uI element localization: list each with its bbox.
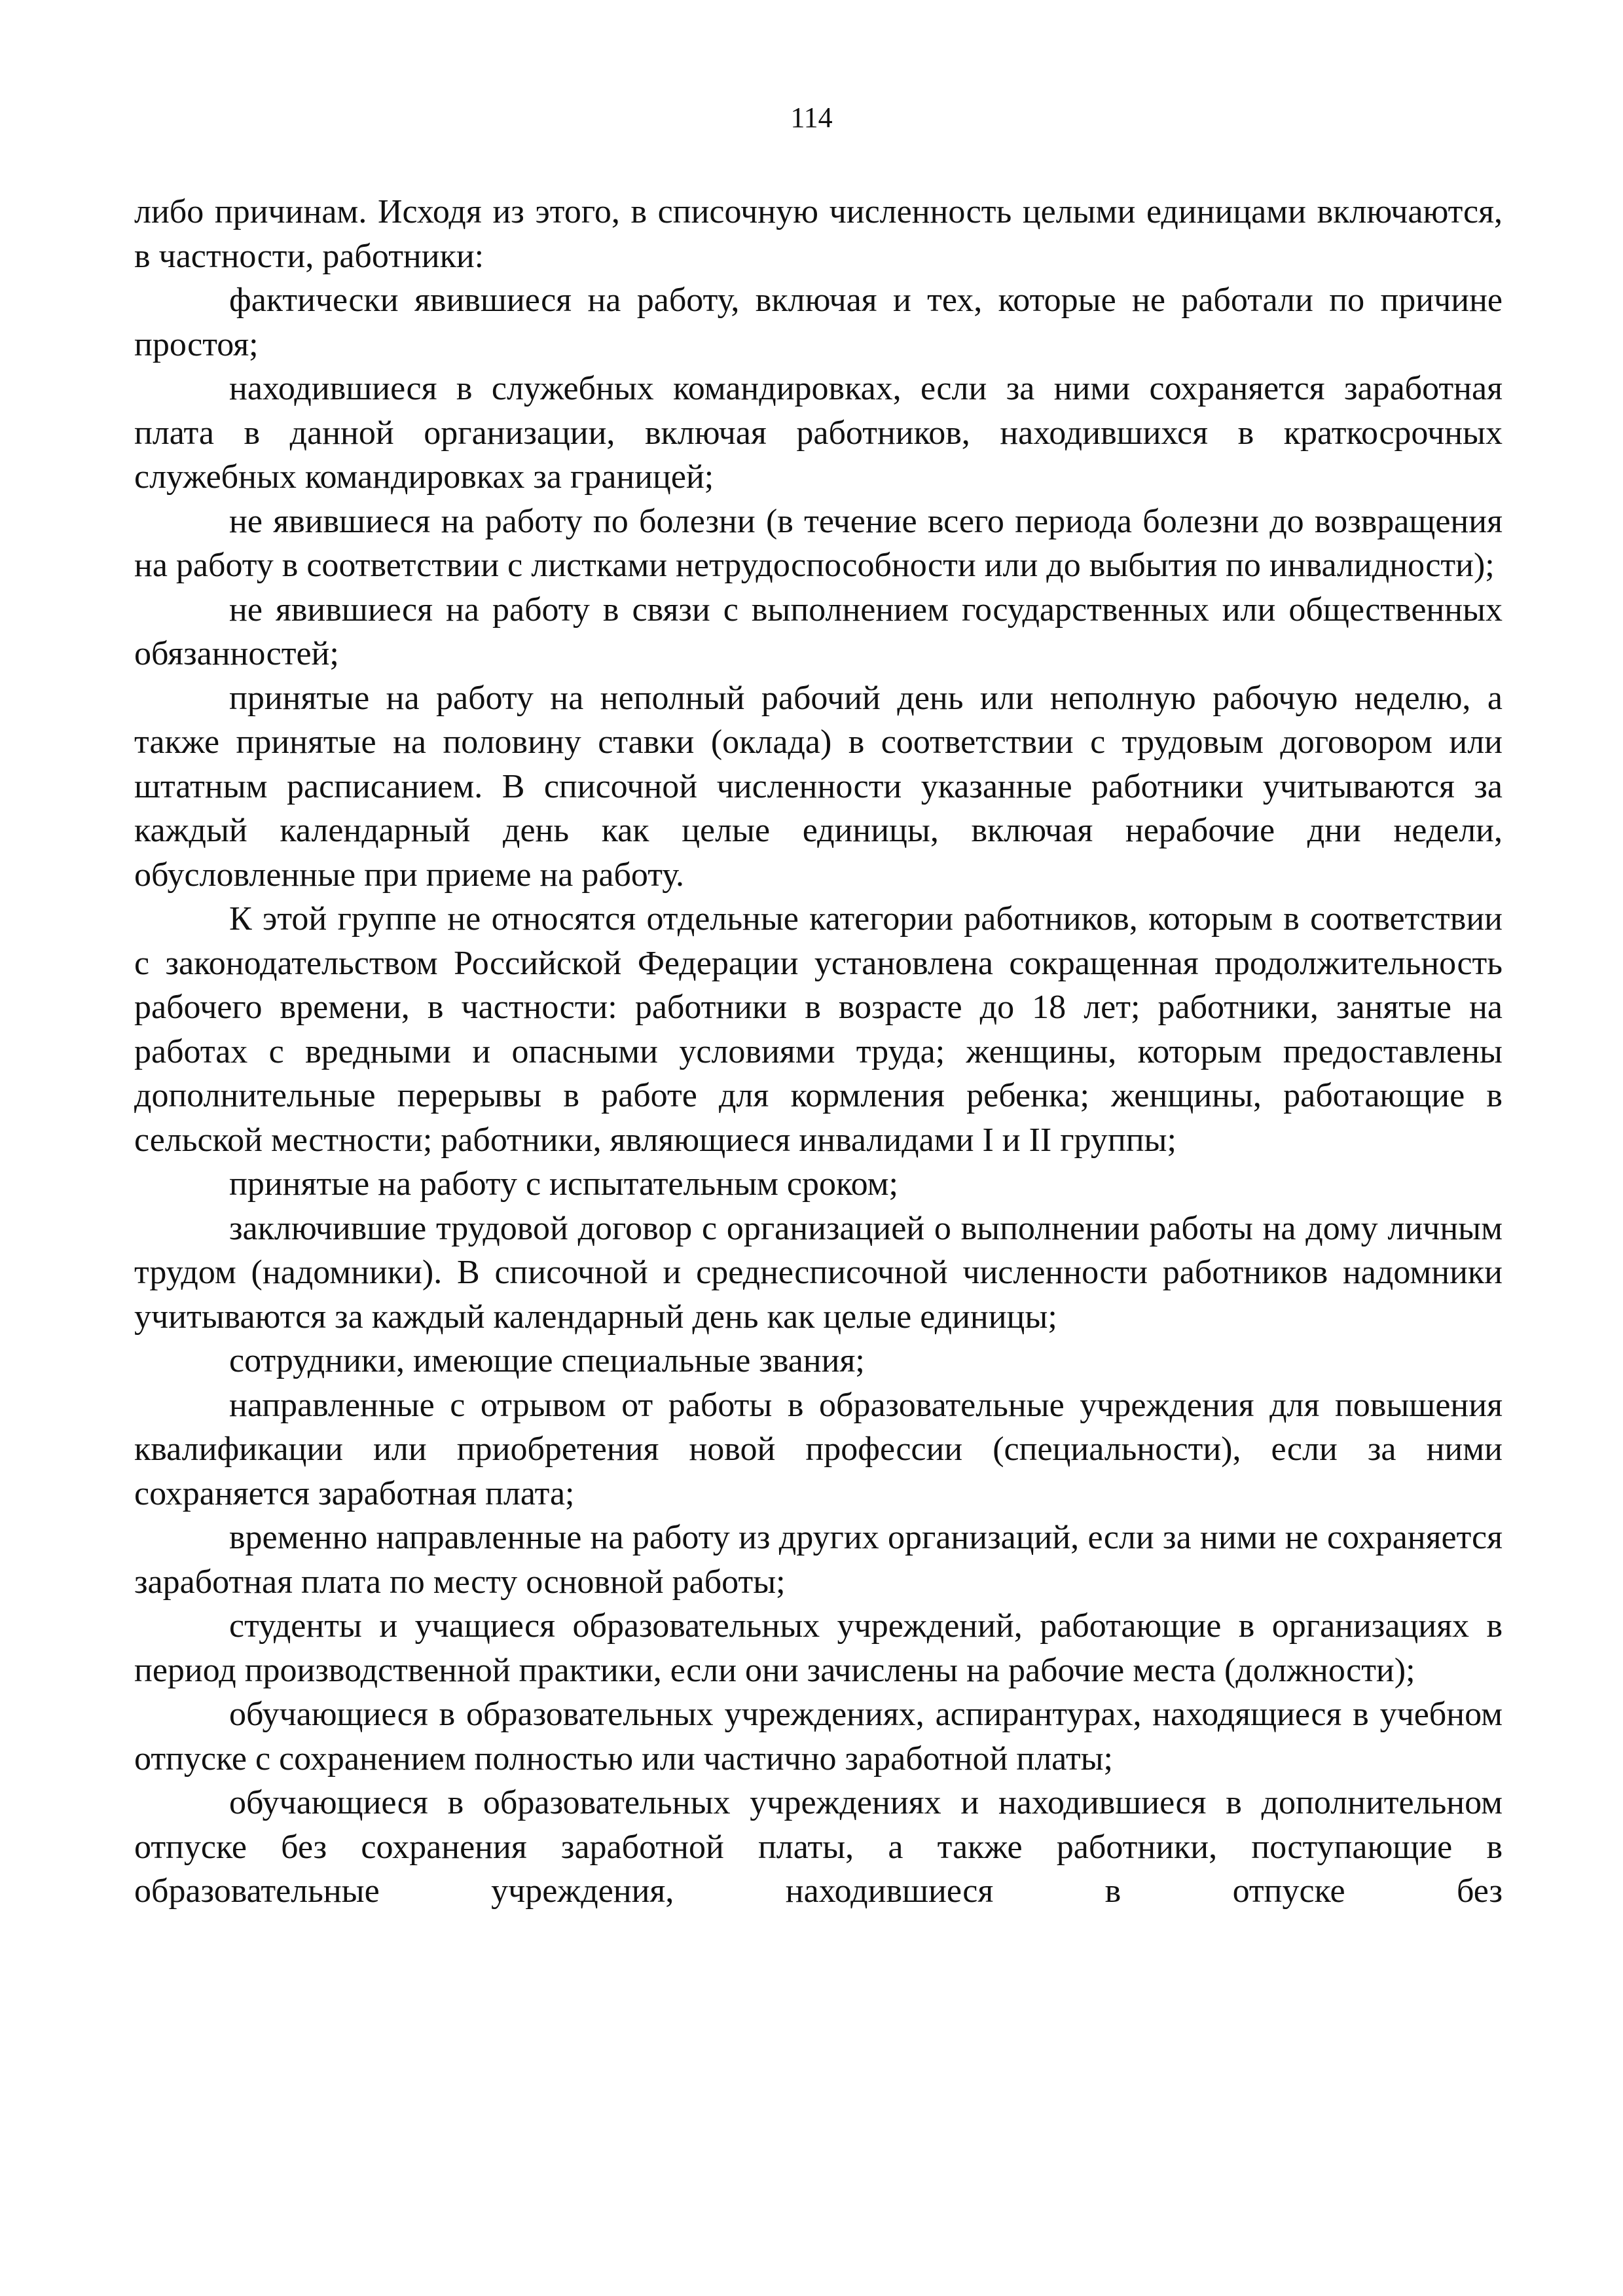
paragraph: принятые на работу с испытательным сроком; <box>229 1165 898 1203</box>
paragraph: не явившиеся на работу по болезни (в течение всего периода болезни до возвращения на работу в соответствии с листками нетрудоспособности или до выбытия по инвалидности); <box>134 502 1503 584</box>
paragraph: заключившие трудовой договор с организацией о выполнении работы на дому личным трудом (надомники). В списочной и среднесписочной численности работников надомники учитываются за каждый календарный день как целые единицы; <box>134 1209 1503 1336</box>
paragraph: направленные с отрывом от работы в образовательные учреждения для повышения квалификации или приобретения новой профессии (специальности), если за ними сохраняется заработная плата; <box>134 1386 1503 1512</box>
paragraph: студенты и учащиеся образовательных учреждений, работающие в организациях в период производственной практики, если они зачислены на рабочие места (должности); <box>134 1607 1503 1689</box>
paragraph: находившиеся в служебных командировках, если за ними сохраняется заработная плата в данной организации, включая работников, находившихся в краткосрочных служебных командировках за границей; <box>134 370 1503 496</box>
page-number: 114 <box>790 101 833 134</box>
paragraph: временно направленные на работу из других организаций, если за ними не сохраняется заработная плата по месту основной работы; <box>134 1519 1503 1601</box>
document-body <box>134 190 1503 1914</box>
paragraph: обучающиеся в образовательных учреждениях и находившиеся в дополнительном отпуске без сохранения заработной платы, а также работники, поступающие в образовательные учреждения, находившиеся в отпуске без <box>134 1784 1503 1910</box>
paragraph: фактически явившиеся на работу, включая и тех, которые не работали по причине простоя; <box>134 282 1503 363</box>
paragraph: обучающиеся в образовательных учреждениях, аспирантурах, находящиеся в учебном отпуске с сохранением полностью или частично заработной платы; <box>134 1696 1503 1777</box>
paragraph: не явившиеся на работу в связи с выполнением государственных или общественных обязанностей; <box>134 591 1503 672</box>
paragraph: либо причинам. Исходя из этого, в списочную численность целыми единицами включаются, в частности, работники: <box>134 193 1503 275</box>
paragraph: сотрудники, имеющие специальные звания; <box>229 1342 865 1379</box>
paragraph: принятые на работу на неполный рабочий день или неполную рабочую неделю, а также принятые на половину ставки (оклада) в соответствии с трудовым договором или штатным расписанием. В списочной численности указанные работники учитываются за каждый календарный день как целые единицы, включая нерабочие дни недели, обусловленные при приеме на работу. <box>134 679 1503 894</box>
paragraph: К этой группе не относятся отдельные категории работников, которым в соответствии с законодательством Российской Федерации установлена сокращенная продолжительность рабочего времени, в частности: работники в возрасте до 18 лет; работники, занятые на работах с вредными и опасными условиями труда; женщины, которым предоставлены дополнительные перерывы в работе для кормления ребенка; женщины, работающие в сельской местности; работники, являющиеся инвалидами I и II группы; <box>134 900 1503 1159</box>
